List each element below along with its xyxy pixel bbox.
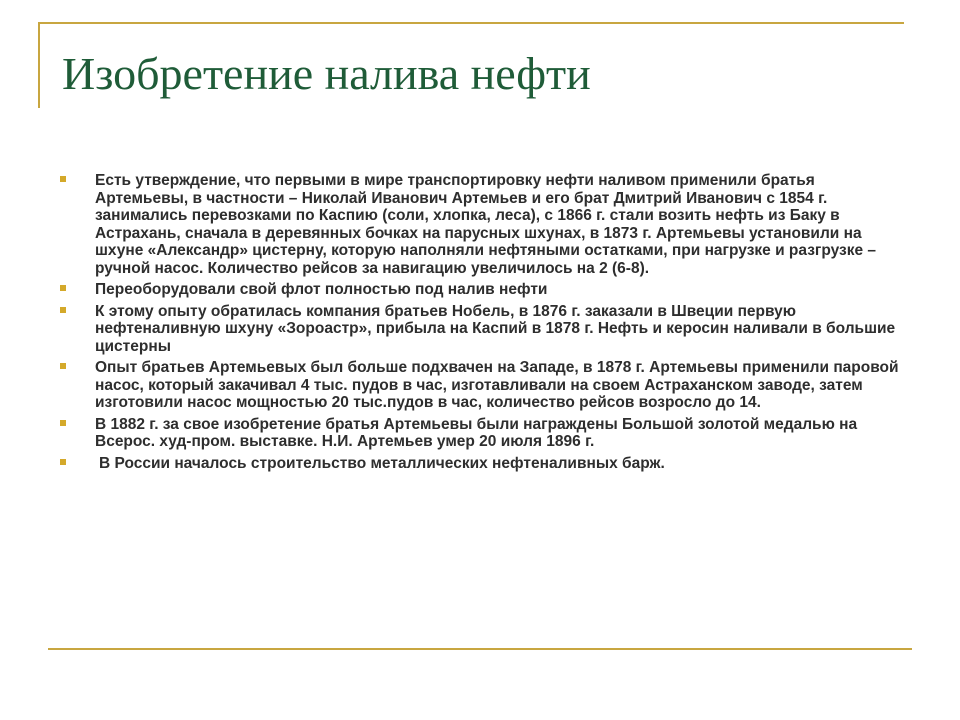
square-bullet-icon [60, 285, 66, 291]
bullet-item [60, 303, 910, 356]
bullet-item [60, 172, 910, 277]
top-frame-line [38, 22, 904, 24]
slide-title: Изобретение налива нефти [62, 48, 591, 99]
square-bullet-icon [60, 459, 66, 465]
bullet-text: В России началось строительство металлических нефтеналивных барж. [99, 454, 665, 472]
bullet-text: Есть утверждение, что первыми в мире транспортировку нефти наливом применили братья Артемьевы, в частности – Николай Иванович Артемьев и его брат Дмитрий Иванович с 1854 г. занимались перевозками по Каспию (соли, хлопка, леса), с 1866 г. стали возить нефть из Баку в Астрахань, сначала в деревянных бочках на парусных шхунах, в 1873 г. Артемьевы установили на шхуне «Александр» цистерну, которую наполняли нефтяными остатками, при нагрузке и разгрузке – ручной насос. Количество рейсов за навигацию увеличилось на 2 (6-8). [95, 172, 877, 277]
square-bullet-icon [60, 307, 66, 313]
bullet-item [60, 359, 910, 412]
bullet-list [60, 172, 910, 476]
square-bullet-icon [60, 363, 66, 369]
bullet-text: Переоборудовали свой флот полностью под налив нефти [95, 281, 548, 298]
left-frame-line [38, 22, 40, 108]
bottom-frame-line [48, 648, 912, 650]
bullet-text: В 1882 г. за свое изобретение братья Артемьевы были награждены Большой золотой медалью на Всерос. худ-пром. выставке. Н.И. Артемьев умер 20 июля 1896 г. [95, 415, 858, 450]
bullet-item [60, 416, 910, 451]
square-bullet-icon [60, 420, 66, 426]
bullet-text: Опыт братьев Артемьевых был больше подхвачен на Западе, в 1878 г. Артемьевы применили паровой насос, который закачивал 4 тыс. пудов в час, изготавливали на своем Астраханском заводе, затем изготовили насос мощностью 20 тыс.пудов в час, количество рейсов возросло до 14. [95, 359, 899, 411]
bullet-item [60, 455, 910, 473]
bullet-text: К этому опыту обратилась компания братьев Нобель, в 1876 г. заказали в Швеции первую нефтеналивную шхуну «Зороастр», прибыла на Каспий в 1878 г. Нефть и керосин наливали в большие цистерны [95, 302, 896, 355]
bullet-item [60, 281, 910, 299]
square-bullet-icon [60, 176, 66, 182]
